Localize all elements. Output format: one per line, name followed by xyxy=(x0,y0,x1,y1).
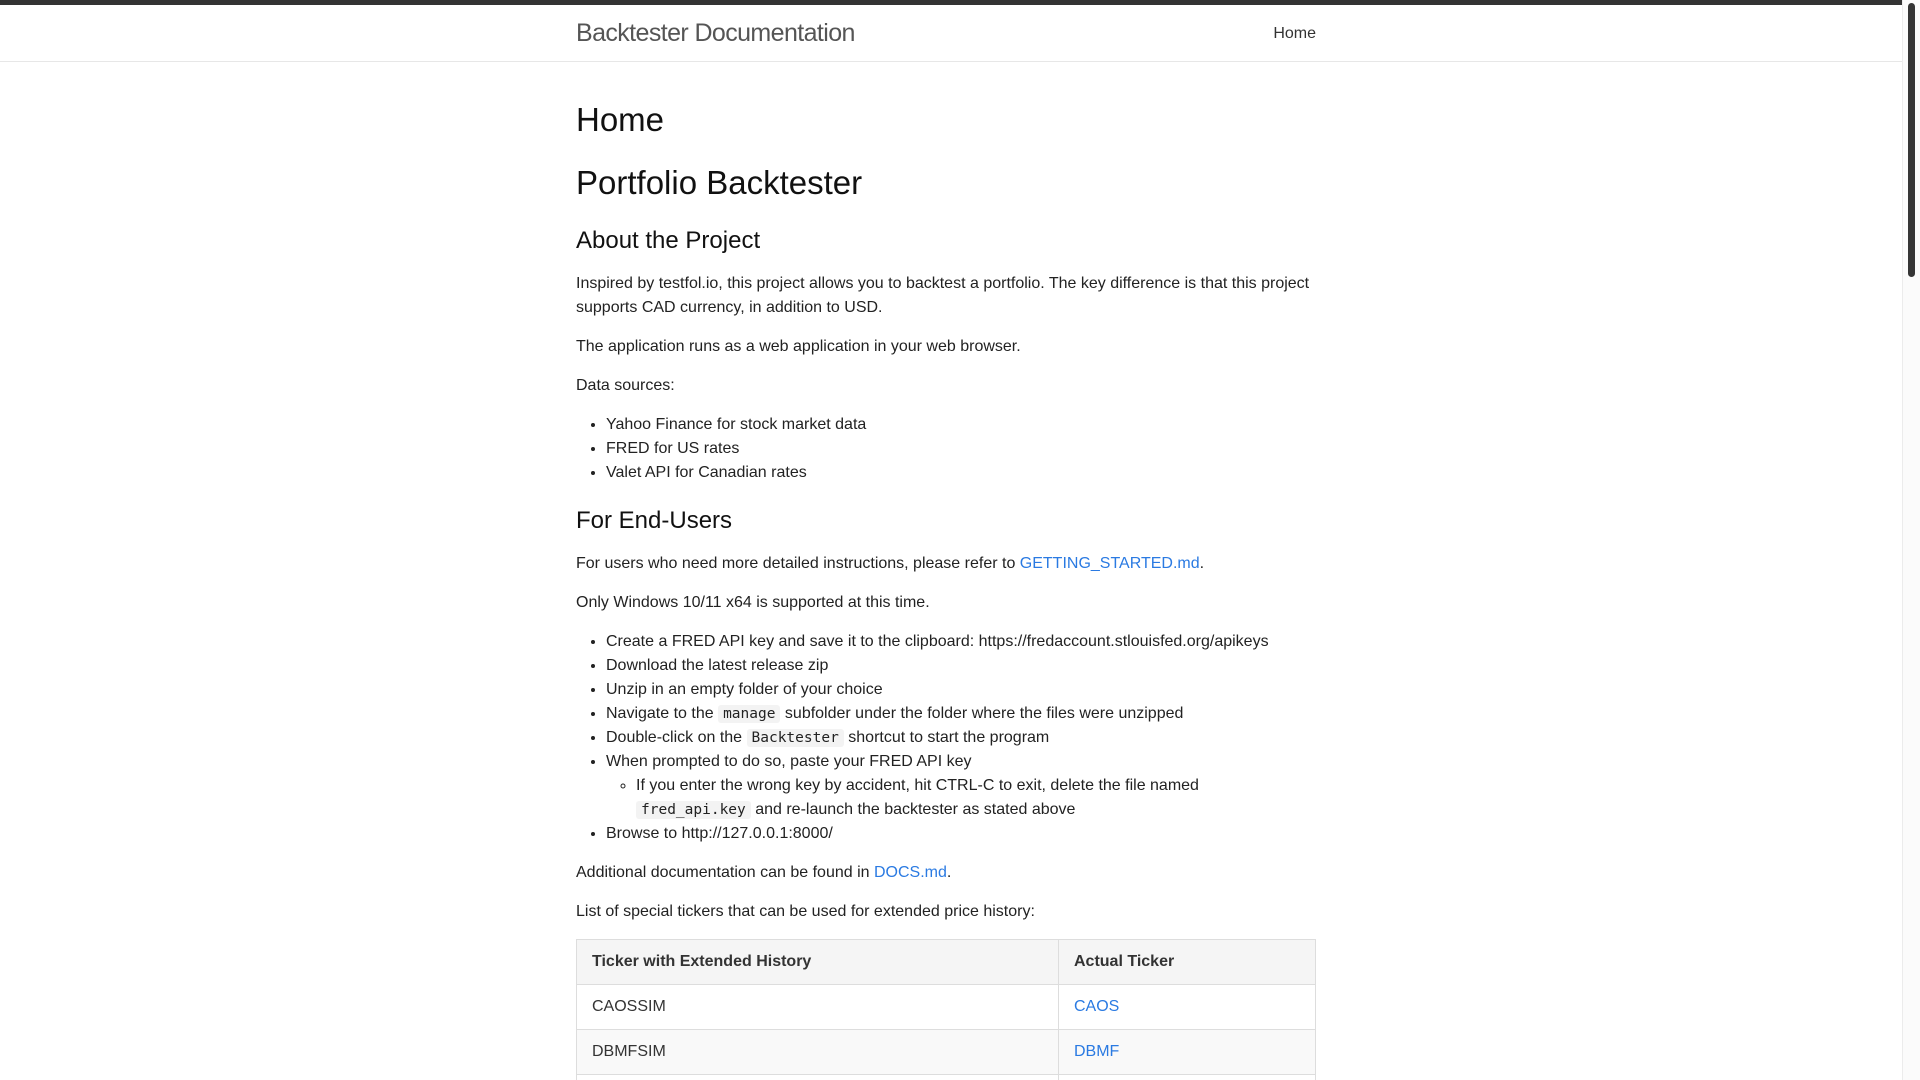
page-title: Home xyxy=(576,101,665,138)
detailed-instructions-paragraph xyxy=(576,552,1316,576)
step-download: • Download the latest release zip xyxy=(606,654,1316,678)
table-header-row xyxy=(577,940,1316,985)
table-row xyxy=(577,985,1316,1030)
runs-paragraph: The application runs as a web application in your web browser. xyxy=(576,338,1021,355)
windows-note: Only Windows 10/11 x64 is supported at this time. xyxy=(576,594,930,611)
wrong-key-suffix: and re-launch the backtester as stated above xyxy=(750,801,1076,818)
install-steps-list xyxy=(576,630,1316,846)
tickers-intro: List of special tickers that can be used for extended price history: xyxy=(576,903,1035,920)
scrollbar-thumb[interactable] xyxy=(1908,3,1915,277)
extended-ticker-cell: CAOSSIM xyxy=(577,985,1059,1030)
actual-ticker-cell xyxy=(1059,1030,1316,1075)
backtester-code: Backtester xyxy=(747,729,844,747)
about-intro: Inspired by testfol.io, this project allows you to backtest a portfolio. The key difference is that this project supports CAD currency, in addition to USD. xyxy=(576,275,1310,316)
paste-key-sublist xyxy=(606,774,1316,822)
double-click-suffix: shortcut to start the program xyxy=(843,729,1050,746)
step-browse: • Browse to http://127.0.0.1:8000/ xyxy=(606,822,1316,846)
table-header-actual: Actual Ticker xyxy=(1059,940,1316,985)
paste-key-text: When prompted to do so, paste your FRED API key xyxy=(606,753,972,770)
wrong-key-prefix: If you enter the wrong key by accident, hit CTRL-C to exit, delete the file named xyxy=(636,777,1199,794)
table-header-extended: Ticker with Extended History xyxy=(577,940,1059,985)
additional-docs-paragraph xyxy=(576,861,1316,885)
step-create-key: • Create a FRED API key and save it to the clipboard: https://fredaccount.stlouisfed.org/apikeys xyxy=(606,630,1316,654)
navigate-prefix: Navigate to the xyxy=(606,705,719,722)
about-heading: About the Project xyxy=(576,227,761,254)
data-sources-list xyxy=(576,413,1316,485)
detailed-suffix: . xyxy=(1199,555,1205,572)
table-row xyxy=(577,1030,1316,1075)
extended-ticker-cell: DBMFSIM xyxy=(577,1030,1059,1075)
step-navigate xyxy=(606,702,1316,726)
additional-prefix: Additional documentation can be found in xyxy=(576,864,874,881)
step-unzip: • Unzip in an empty folder of your choice xyxy=(606,678,1316,702)
site-header xyxy=(0,5,1902,62)
actual-ticker-link[interactable]: CAOS xyxy=(1074,998,1120,1015)
detailed-prefix: For users who need more detailed instructions, please refer to xyxy=(576,555,1020,572)
site-header-inner xyxy=(576,5,1316,61)
end-users-heading: For End-Users xyxy=(576,507,733,534)
actual-ticker-link[interactable]: DBMF xyxy=(1074,1043,1120,1060)
main-content xyxy=(576,62,1316,1080)
project-title: Portfolio Backtester xyxy=(576,164,863,201)
actual-ticker-cell xyxy=(1059,1075,1316,1080)
getting-started-link[interactable]: GETTING_STARTED.md xyxy=(1019,555,1200,572)
actual-ticker-cell xyxy=(1059,985,1316,1030)
nav-home-link[interactable]: Home xyxy=(1273,25,1316,42)
navigate-suffix: subfolder under the folder where the files were unzipped xyxy=(780,705,1184,722)
list-item: • Yahoo Finance for stock market data xyxy=(606,413,1316,437)
vertical-scrollbar[interactable] xyxy=(1902,0,1920,1080)
docs-link[interactable]: DOCS.md xyxy=(874,864,947,881)
step-wrong-key xyxy=(636,774,1316,822)
table-row xyxy=(577,1075,1316,1080)
extended-ticker-cell xyxy=(577,1075,1059,1080)
step-paste-key xyxy=(606,750,1316,822)
list-item: • FRED for US rates xyxy=(606,437,1316,461)
list-item: • Valet API for Canadian rates xyxy=(606,461,1316,485)
additional-suffix: . xyxy=(946,864,952,881)
site-title-link[interactable]: Backtester Documentation xyxy=(576,19,855,47)
double-click-prefix: Double-click on the xyxy=(606,729,747,746)
step-double-click xyxy=(606,726,1316,750)
fred-api-key-code: fred_api.key xyxy=(636,801,751,819)
data-sources-label: Data sources: xyxy=(576,377,675,394)
manage-code: manage xyxy=(718,705,780,723)
ticker-table xyxy=(576,939,1316,1080)
